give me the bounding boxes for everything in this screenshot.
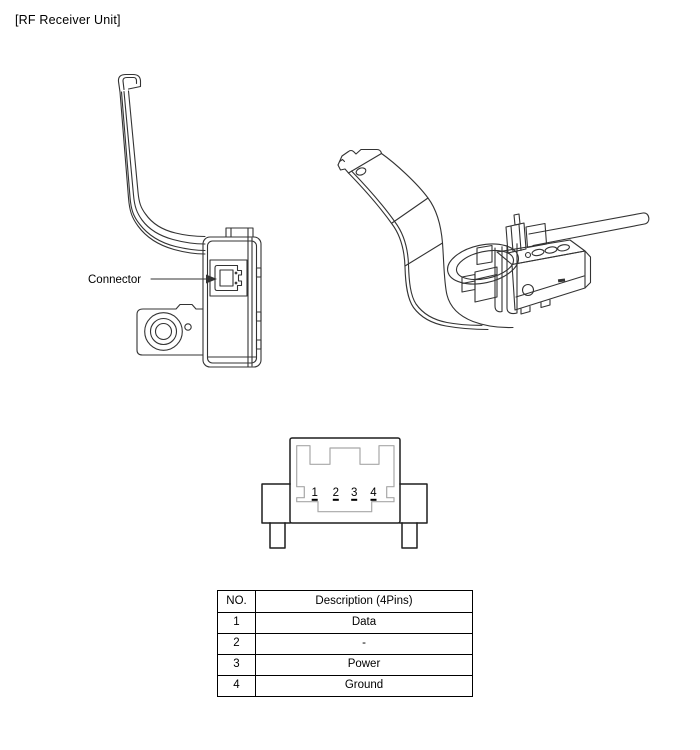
pin-number-cell: 1 — [218, 613, 256, 634]
antenna-and-mount — [506, 213, 649, 253]
pin-description-table — [217, 590, 473, 697]
housing-right-leg — [402, 523, 417, 548]
housing-left-wing — [262, 484, 290, 523]
page-title: [RF Receiver Unit] — [15, 13, 121, 27]
connector-housing — [262, 438, 427, 548]
table-row — [218, 655, 473, 676]
pin-description-cell: - — [256, 634, 473, 655]
pin-1-label: 1 — [311, 487, 318, 499]
pin-2-mark — [333, 499, 339, 501]
connector-block-iso — [462, 267, 497, 302]
pin-4-label: 4 — [370, 487, 377, 499]
pin-description-cell: Power — [256, 655, 473, 676]
mounting-plate-and-boss — [137, 305, 203, 356]
antenna-rod — [529, 213, 649, 246]
receiver-body-iso — [497, 240, 591, 314]
table-row — [218, 613, 473, 634]
mounting-bracket-arm — [118, 75, 205, 255]
pin-1-mark — [312, 499, 318, 501]
connector-label: Connector — [88, 274, 142, 286]
pin-number-cell: 3 — [218, 655, 256, 676]
pin-labels — [311, 487, 377, 501]
receiver-body-side — [203, 228, 261, 367]
left-unit-illustration — [80, 62, 300, 372]
connector-pinout-diagram — [255, 430, 435, 555]
pin-2-label: 2 — [332, 487, 340, 499]
bracket-strap — [349, 154, 514, 330]
connector-callout — [88, 274, 217, 286]
header-no: NO. — [218, 591, 256, 613]
pin-description-cell: Ground — [256, 676, 473, 697]
table-row — [218, 634, 473, 655]
connector-keyway-contour — [297, 446, 394, 512]
table-header-row — [218, 591, 473, 613]
pin-number-cell: 4 — [218, 676, 256, 697]
pin-description-cell: Data — [256, 613, 473, 634]
housing-left-leg — [270, 523, 285, 548]
pin-3-mark — [351, 499, 357, 501]
pin-number-cell: 2 — [218, 634, 256, 655]
right-unit-illustration — [325, 135, 670, 335]
bracket-tab — [338, 150, 382, 177]
table-row — [218, 676, 473, 697]
pin-3-label: 3 — [350, 487, 358, 499]
housing-right-wing — [400, 484, 427, 523]
pin-4-mark — [371, 499, 377, 501]
header-description: Description (4Pins) — [256, 591, 473, 613]
connector-recess — [210, 260, 247, 296]
